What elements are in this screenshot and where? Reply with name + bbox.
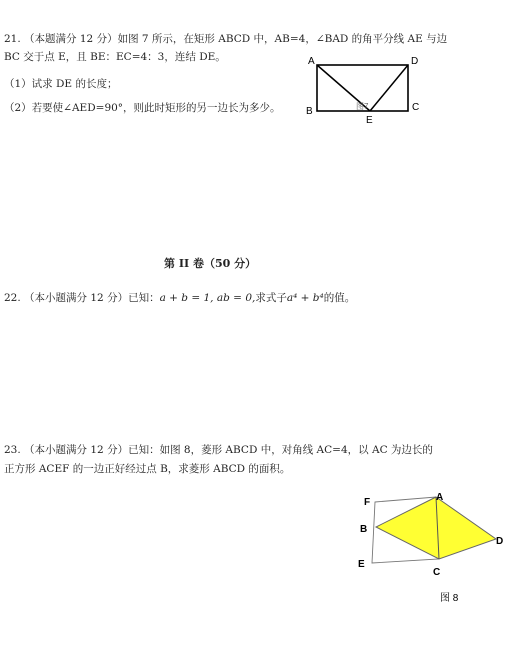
q23-line1: 23. （本小题满分 12 分）已知：如图 8，菱形 ABCD 中，对角线 AC=4，以 AC 为边长的: [4, 444, 433, 456]
label-b: B: [360, 524, 368, 535]
label-d: D: [411, 56, 419, 67]
q22-suffix: 的值。: [323, 292, 356, 304]
label-b: B: [306, 106, 313, 117]
label-c: C: [412, 102, 420, 113]
q21-part2: （2）若要使∠AED=90°，则此时矩形的另一边长为多少。: [4, 102, 281, 114]
label-e: E: [366, 115, 373, 126]
figure-8: [350, 488, 510, 606]
q21-line2: BC 交于点 E，且 BE：EC=4：3，连结 DE。: [4, 51, 226, 63]
label-a: A: [436, 492, 444, 503]
label-f: F: [364, 497, 371, 508]
q22-expression: a⁴ + b⁴: [286, 292, 324, 304]
q22-prefix: 22. （本小题满分 12 分）已知：: [4, 292, 160, 304]
label-a: A: [308, 56, 315, 67]
label-d: D: [496, 536, 504, 547]
figure-7: [300, 52, 430, 127]
segment-de: [370, 65, 408, 111]
q22-mid: 求式子: [255, 292, 287, 304]
q21-part1: （1）试求 DE 的长度；: [4, 78, 118, 90]
label-e: E: [358, 559, 365, 570]
figure-8-caption: 图 8: [440, 593, 459, 604]
q22-text: [4, 291, 355, 305]
q23-line2: 正方形 ACEF 的一边正好经过点 B，求菱形 ABCD 的面积。: [4, 463, 291, 475]
label-c: C: [433, 567, 441, 578]
figure-7-caption: 图7: [356, 102, 369, 111]
q21-line1: 21. （本题满分 12 分）如图 7 所示，在矩形 ABCD 中，AB=4，∠BAD 的角平分线 AE 与边: [4, 33, 448, 45]
q22-condition: a + b = 1, ab = 0,: [159, 292, 256, 304]
section-title: 第 II 卷（50 分）: [164, 257, 257, 270]
